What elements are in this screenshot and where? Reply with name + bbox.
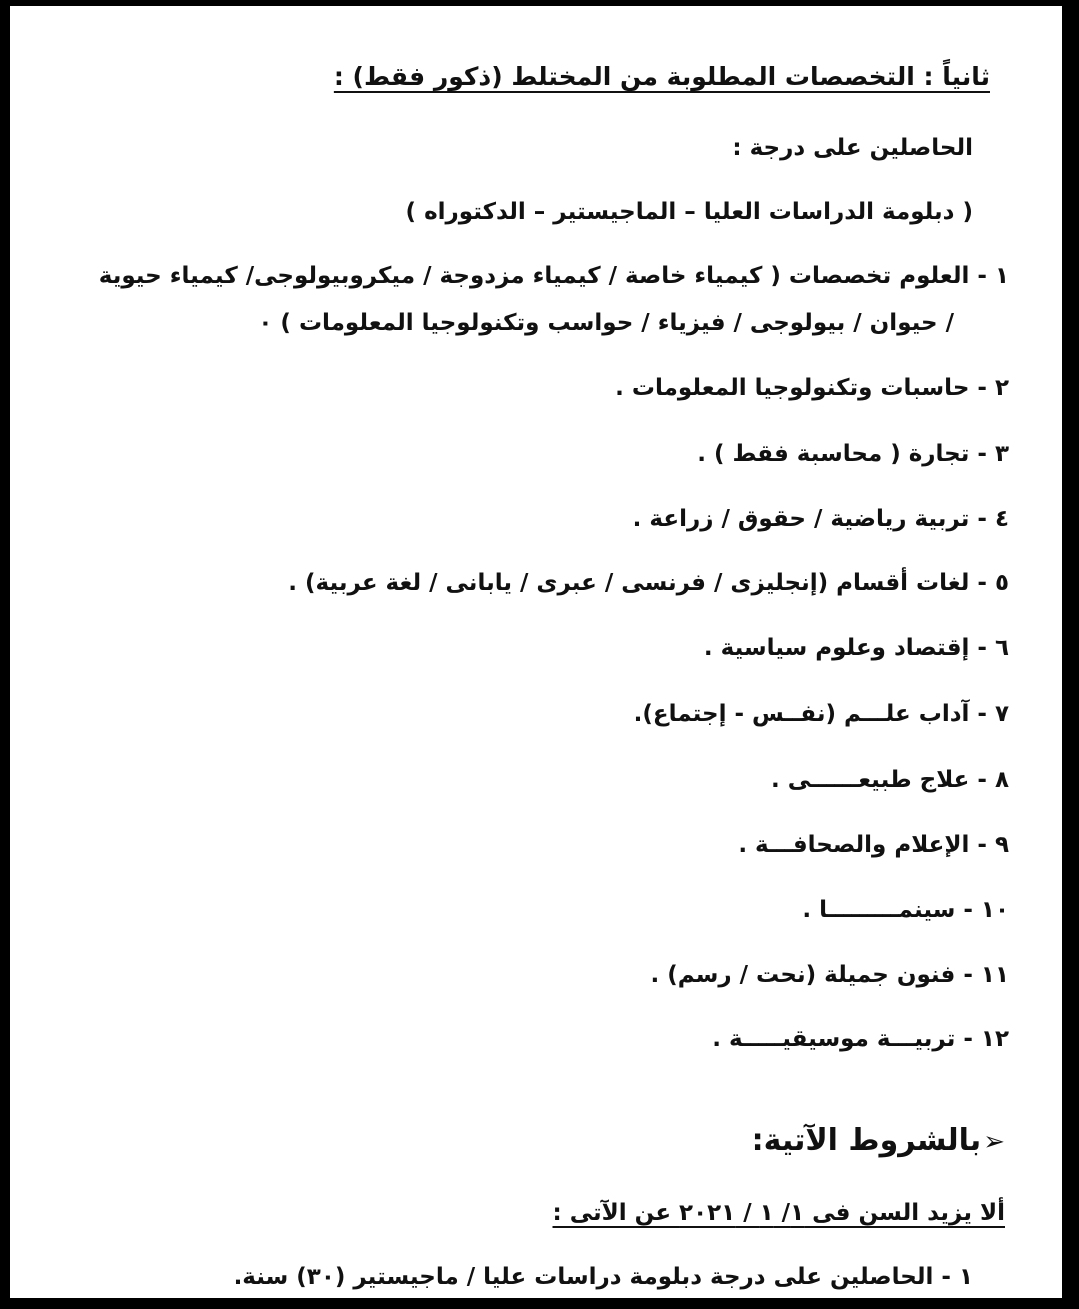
list-item: ٣ - تجارة ( محاسبة فقط ) .: [697, 441, 1009, 467]
list-item: ١١ - فنون جميلة (نحت / رسم) .: [650, 962, 1009, 988]
list-item: ٩ - الإعلام والصحافـــة .: [738, 832, 1009, 858]
conditions-heading: [751, 1123, 1005, 1158]
condition-item: ١ - الحاصلين على درجة دبلومة دراسات عليا / ماجيستير (٣٠) سنة.: [233, 1264, 973, 1290]
arrow-bullet-icon: ➢: [983, 1127, 1005, 1157]
list-item: ٥ - لغات أقسام (إنجليزى / فرنسى / عبرى / يابانى / لغة عربية) .: [288, 570, 1009, 596]
document-page: [10, 6, 1062, 1298]
list-item: ١ - العلوم تخصصات ( كيمياء خاصة / كيمياء مزدوجة / ميكروبيولوجى/ كيمياء حيوية: [98, 263, 1009, 289]
list-item: ٧ - آداب علـــم (نفــس - إجتماع).: [633, 701, 1009, 727]
list-item: ١٠ - سينمـــــــــا .: [802, 897, 1009, 923]
list-item: ٨ - علاج طبيعــــــى .: [771, 767, 1009, 793]
section-title: ثانياً : التخصصات المطلوبة من المختلط (ذكور فقط) :: [333, 62, 990, 91]
degree-list: ( دبلومة الدراسات العليا – الماجيستير – الدكتوراه ): [405, 199, 973, 225]
conditions-heading-text: بالشروط الآتية:: [751, 1123, 982, 1158]
list-item-continuation: / حيوان / بيولوجى / فيزياء / حواسب وتكنولوجيا المعلومات ) ٠: [258, 310, 954, 336]
list-item: ٢ - حاسبات وتكنولوجيا المعلومات .: [615, 375, 1009, 401]
list-item: ٦ - إقتصاد وعلوم سياسية .: [703, 635, 1009, 661]
age-rule: ألا يزيد السن فى ١/ ١ / ٢٠٢١ عن الآتى :: [552, 1200, 1005, 1226]
degree-intro: الحاصلين على درجة :: [732, 135, 973, 161]
list-item: ١٢ - تربيـــة موسيقيـــــة .: [712, 1026, 1009, 1052]
list-item: ٤ - تربية رياضية / حقوق / زراعة .: [632, 506, 1009, 532]
